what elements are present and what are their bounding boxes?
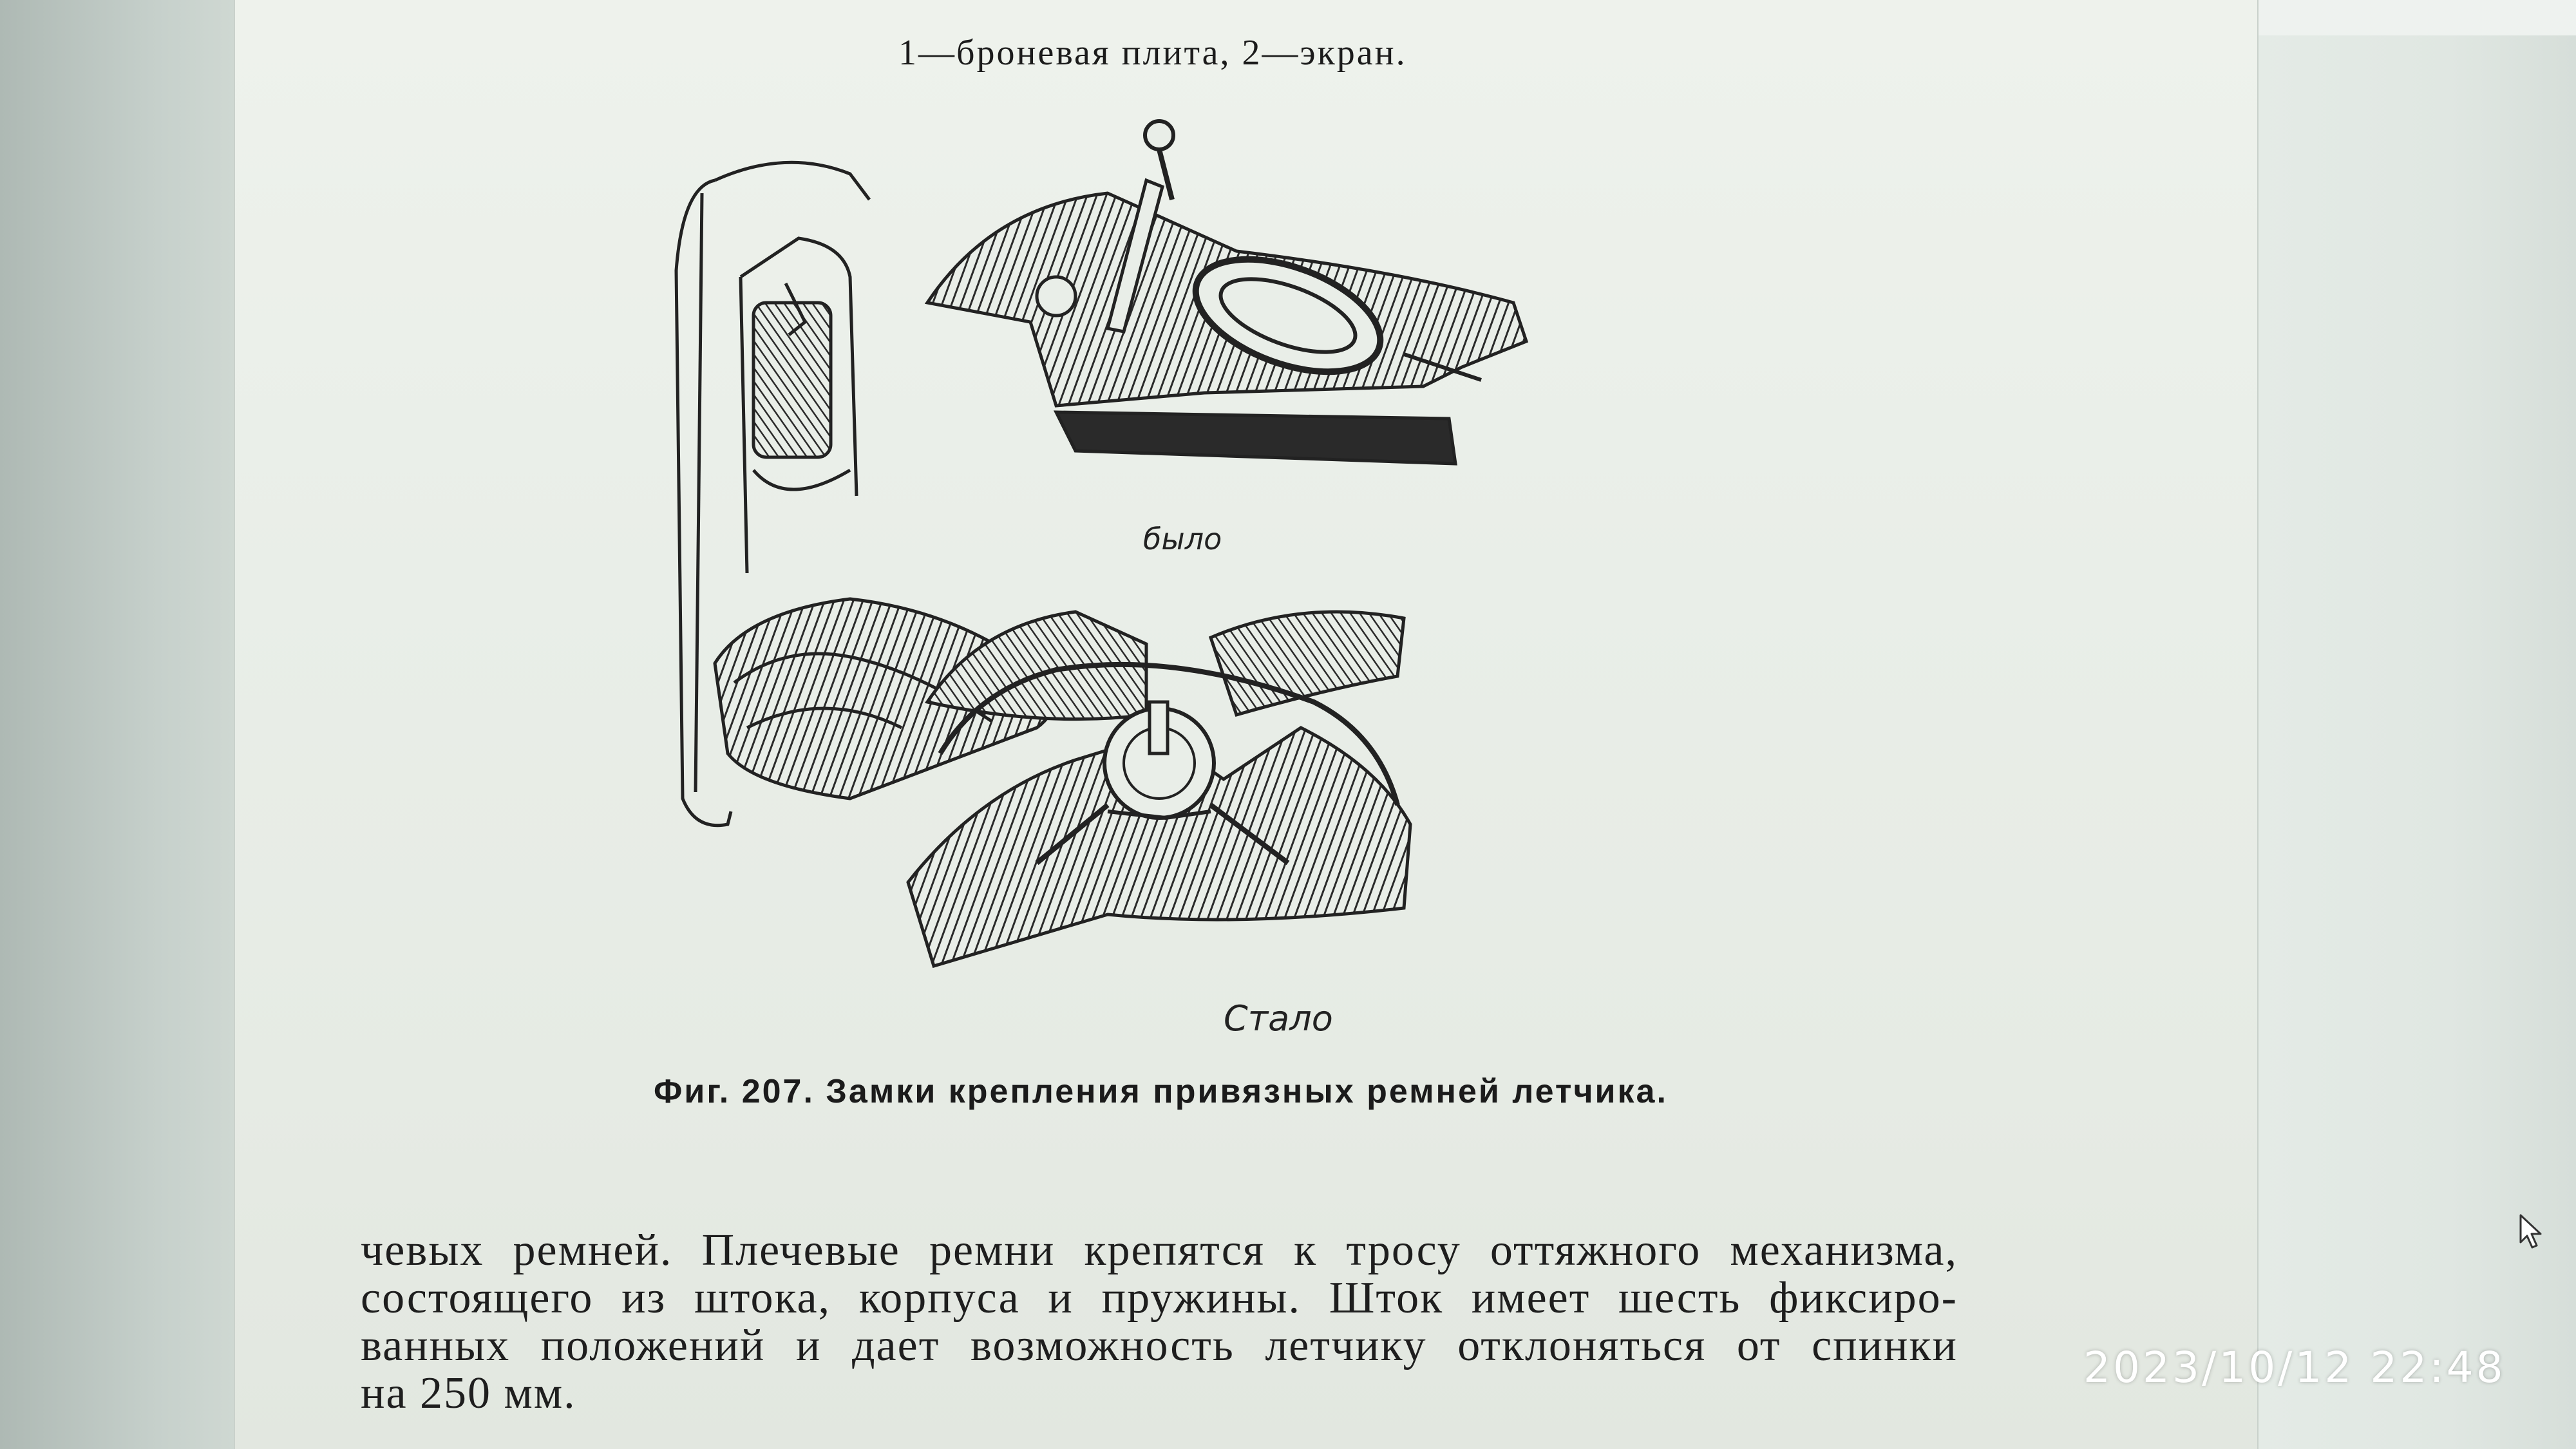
top-strip xyxy=(2257,0,2576,35)
buckle-after-drawing xyxy=(908,612,1410,966)
mouse-pointer-icon xyxy=(2518,1214,2544,1250)
top-caption: 1—броневая плита, 2—экран. xyxy=(898,33,1407,73)
left-background xyxy=(0,0,235,1449)
body-paragraph xyxy=(361,1227,1958,1417)
body-line: ванных положений и дает возможность летчику отклоняться от спинки xyxy=(361,1321,1958,1370)
body-line: состоящего из штока, корпуса и пружины. Шток имеет шесть фиксиро- xyxy=(361,1273,1958,1323)
figure-caption: Фиг. 207. Замки крепления привязных ремней летчика. xyxy=(654,1073,1668,1110)
buckle-before-drawing xyxy=(927,121,1526,464)
body-line: на 250 мм. xyxy=(361,1368,576,1418)
label-after: Стало xyxy=(1224,998,1333,1039)
body-line: чевых ремней. Плечевые ремни крепятся к тросу оттяжного механизма, xyxy=(361,1226,1958,1275)
label-before: было xyxy=(1143,522,1222,556)
photo-timestamp: 2023/10/12 22:48 xyxy=(2083,1343,2506,1392)
